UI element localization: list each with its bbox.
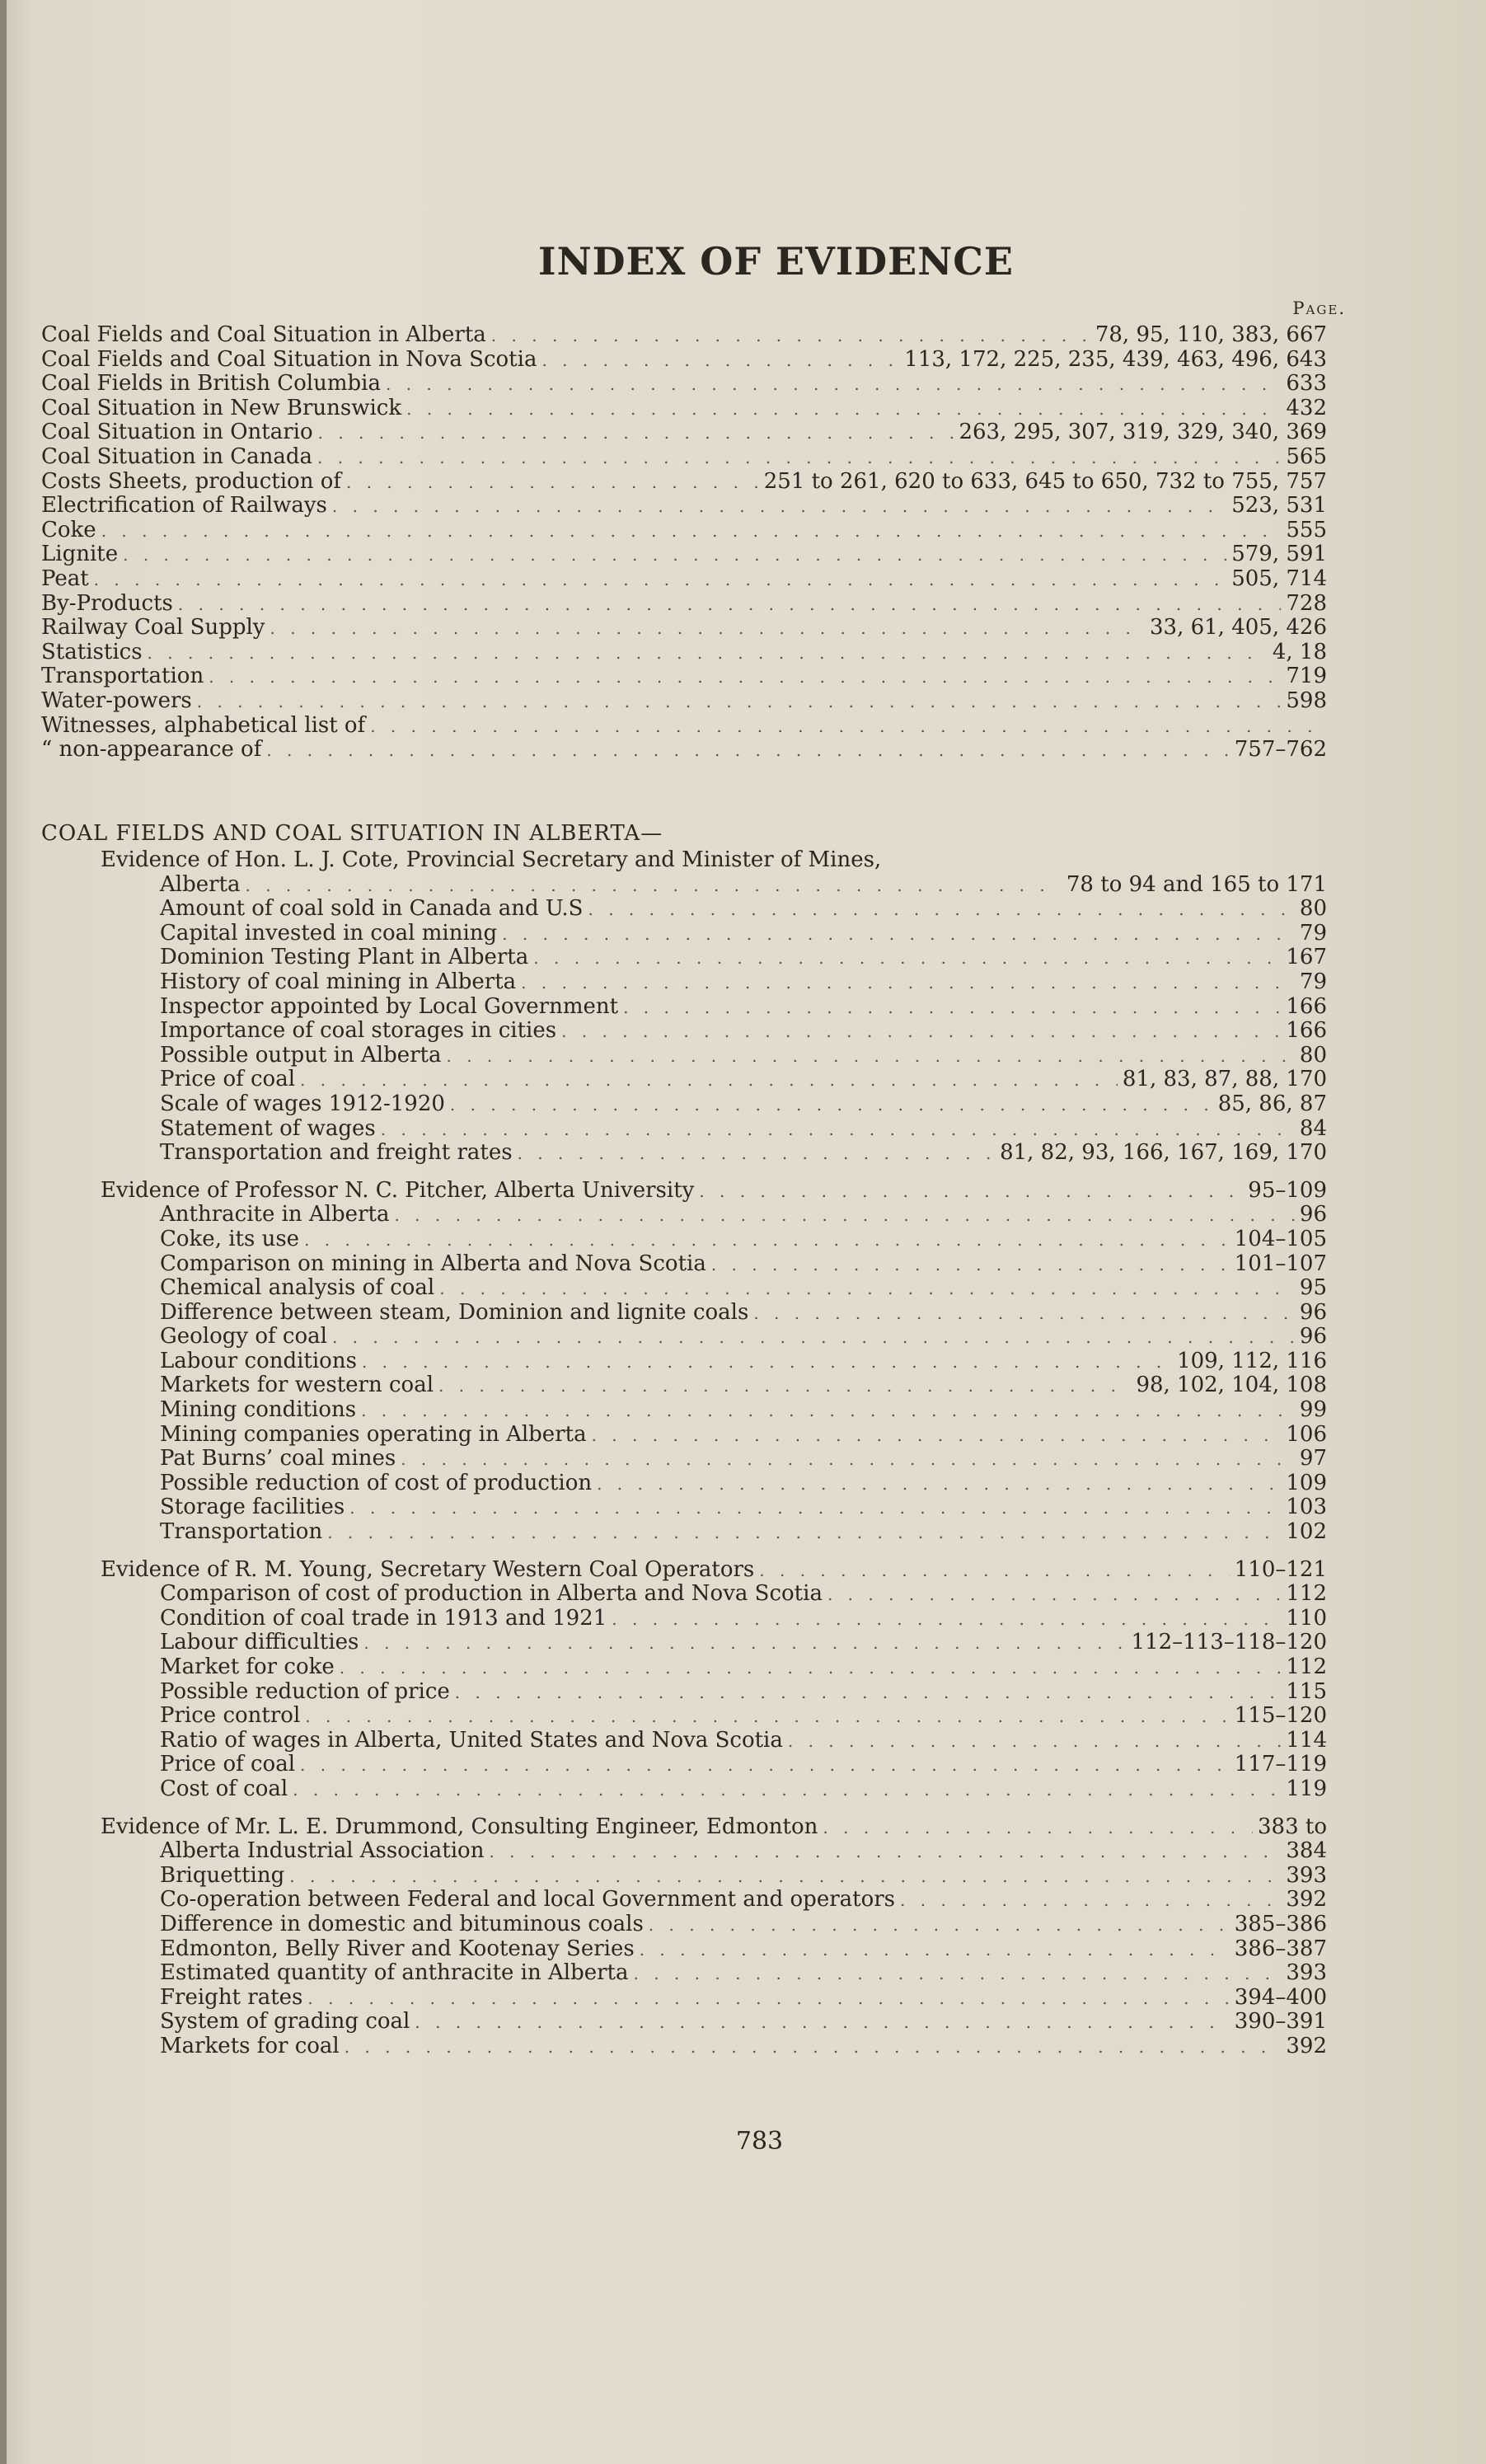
index-entry [41, 397, 1327, 421]
entry-label: Comparison of cost of production in Alberta and Nova Scotia [160, 1581, 823, 1607]
entry-label: Price of coal [160, 1067, 296, 1092]
leader-dots [415, 2011, 1229, 2035]
entry-pages: 80 [1299, 896, 1327, 922]
leader-dots [345, 2035, 1282, 2060]
page-title: INDEX OF EVIDENCE [538, 239, 1014, 284]
evidence-heading [41, 1815, 1327, 1840]
index-entry [41, 542, 1327, 567]
evidence-heading-text: Evidence of Professor N. C. Pitcher, Alberta University [101, 1177, 695, 1203]
index-entry [41, 641, 1327, 665]
entry-label: Ratio of wages in Alberta, United States and Nova Scotia [160, 1727, 783, 1753]
entry-label: Storage facilities [160, 1495, 345, 1520]
index-entry [41, 567, 1327, 592]
index-entry [41, 2035, 1327, 2059]
entry-label: Importance of coal storages in cities [160, 1018, 557, 1044]
entry-pages: 79 [1299, 969, 1327, 994]
page-column-heading: Page. [1292, 298, 1346, 318]
binding-gutter [0, 0, 7, 2464]
entry-label: Possible output in Alberta [160, 1042, 442, 1068]
leader-dots [521, 971, 1295, 996]
leader-dots [597, 1472, 1281, 1497]
index-entry [41, 1520, 1327, 1545]
entry-label: Amount of coal sold in Canada and U.S [160, 896, 584, 922]
leader-dots [289, 1865, 1281, 1889]
entry-label: Estimated quantity of anthracite in Alberta [160, 1960, 629, 1986]
index-entry [41, 372, 1327, 397]
entry-pages: 251 to 261, 620 to 633, 645 to 650, 732 to 755, 757 [763, 468, 1327, 494]
entry-label: Difference in domestic and bituminous coals [160, 1911, 644, 1936]
entry-label: Electrification of Railways [41, 493, 327, 519]
entry-pages: 166 [1286, 993, 1327, 1019]
index-entry [41, 1777, 1327, 1802]
leader-dots [827, 1583, 1281, 1607]
evidence-group [41, 1558, 1327, 1802]
index-entry [41, 445, 1327, 470]
leader-dots [401, 1448, 1295, 1472]
entry-pages: 98, 102, 104, 108 [1136, 1373, 1327, 1398]
entry-pages: 167 [1286, 945, 1327, 970]
entry-label: Dominion Testing Plant in Alberta [160, 945, 529, 970]
index-entry [41, 946, 1327, 970]
entry-pages: 95–109 [1248, 1177, 1327, 1203]
index-entry [41, 1276, 1327, 1301]
leader-dots [788, 1729, 1281, 1754]
leader-dots [327, 1521, 1281, 1546]
entry-pages: 392 [1286, 1887, 1327, 1913]
leader-dots [491, 324, 1090, 349]
entry-label: Pat Burns’ coal mines [160, 1446, 396, 1471]
leader-dots [533, 946, 1281, 971]
leader-dots [307, 1987, 1229, 2011]
entry-label: Lignite [41, 542, 119, 567]
evidence-list [41, 848, 1327, 2059]
index-entry [41, 1913, 1327, 1937]
index-entry [41, 970, 1327, 995]
page-number: 783 [735, 2127, 784, 2156]
evidence-group [41, 848, 1327, 1166]
entry-pages: 99 [1299, 1397, 1327, 1423]
entry-label: By-Products [41, 590, 173, 616]
leader-dots [317, 446, 1281, 471]
index-entry [41, 738, 1327, 763]
entry-pages: 719 [1286, 664, 1327, 689]
entry-label: Coal Fields and Coal Situation in Nova Scotia [41, 346, 537, 372]
entry-label: Capital invested in coal mining [160, 920, 498, 946]
entry-pages: 166 [1286, 1018, 1327, 1044]
index-entry [41, 616, 1327, 641]
entry-pages: 393 [1286, 1862, 1327, 1888]
leader-dots [361, 1399, 1295, 1424]
entry-pages: 115 [1286, 1678, 1327, 1704]
index-entry [41, 1117, 1327, 1142]
entry-label: History of coal mining in Alberta [160, 969, 517, 994]
entry-pages: 81, 82, 93, 166, 167, 169, 170 [1000, 1140, 1327, 1166]
leader-dots [438, 1374, 1131, 1399]
entry-label: Labour difficulties [160, 1630, 359, 1655]
index-entry [41, 519, 1327, 543]
leader-dots [148, 641, 1268, 666]
entry-pages: 78, 95, 110, 383, 667 [1095, 322, 1327, 347]
entry-pages: 598 [1286, 688, 1327, 713]
leader-dots [318, 421, 954, 446]
index-entry [41, 1252, 1327, 1277]
index-entry [41, 1423, 1327, 1448]
entry-label: Statistics [41, 639, 143, 664]
entry-pages: 104–105 [1234, 1226, 1327, 1251]
index-entry [41, 1729, 1327, 1753]
leader-dots [439, 1277, 1295, 1302]
evidence-group [41, 1815, 1327, 2059]
entry-label: Scale of wages 1912-1920 [160, 1091, 445, 1116]
index-entry [41, 1495, 1327, 1520]
index-entry [41, 1141, 1327, 1166]
entry-pages: 81, 83, 87, 88, 170 [1122, 1067, 1327, 1092]
entry-label: Alberta Industrial Association [160, 1838, 485, 1864]
index-entry [41, 1301, 1327, 1326]
entry-pages: 555 [1286, 517, 1327, 542]
entry-label: Transportation [160, 1519, 323, 1545]
entry-label: Difference between steam, Dominion and lignite coals [160, 1299, 749, 1325]
entry-pages: 106 [1286, 1421, 1327, 1447]
index-entry [41, 1839, 1327, 1864]
entry-pages: 394–400 [1234, 1984, 1327, 2010]
entry-pages: 96 [1299, 1299, 1327, 1325]
index-entry [41, 1753, 1327, 1777]
entry-label: Edmonton, Belly River and Kootenay Series [160, 1936, 635, 1961]
leader-dots [406, 397, 1281, 422]
leader-dots [381, 1118, 1295, 1143]
entry-label: Possible reduction of cost of production [160, 1470, 593, 1495]
entry-label: Coal Situation in Canada [41, 444, 312, 469]
leader-dots [349, 1496, 1281, 1521]
entry-pages: 110–121 [1234, 1556, 1327, 1582]
entry-label: Transportation [41, 664, 204, 689]
index-entry [41, 348, 1327, 373]
leader-dots [541, 349, 899, 373]
entry-label: Price of coal [160, 1752, 296, 1777]
entry-pages: 109, 112, 116 [1177, 1348, 1327, 1373]
entry-label: Chemical analysis of coal [160, 1275, 435, 1301]
leader-dots [332, 1326, 1295, 1350]
leader-dots [561, 1020, 1281, 1044]
leader-dots [300, 1068, 1118, 1093]
entry-label: Co-operation between Federal and local Government and operators [160, 1887, 896, 1913]
evidence-heading [41, 1179, 1327, 1204]
entry-label: Markets for coal [160, 2033, 340, 2058]
leader-dots [518, 1142, 995, 1166]
leader-dots [699, 1180, 1243, 1204]
leader-dots [332, 495, 1226, 519]
leader-dots [363, 1631, 1126, 1656]
index-entry [41, 420, 1327, 445]
leader-dots [592, 1424, 1282, 1448]
entry-label: Geology of coal [160, 1324, 327, 1349]
leader-dots [101, 519, 1282, 544]
index-entry [41, 1986, 1327, 2011]
leader-dots [711, 1253, 1230, 1278]
entry-label: Coal Situation in Ontario [41, 420, 313, 445]
entry-pages: 79 [1299, 920, 1327, 946]
index-entry [41, 897, 1327, 922]
leader-dots [612, 1607, 1281, 1632]
leader-dots [209, 665, 1281, 690]
entry-pages: 115–120 [1234, 1703, 1327, 1729]
entry-label: Witnesses, alphabetical list of [41, 712, 366, 738]
index-entry [41, 1227, 1327, 1252]
entry-label: Price control [160, 1703, 301, 1729]
entry-pages: 384 [1286, 1838, 1327, 1864]
summary-index [41, 323, 1327, 763]
evidence-heading-continuation [41, 873, 1327, 898]
entry-pages: 112 [1286, 1654, 1327, 1679]
index-entry [41, 1864, 1327, 1889]
index-entry [41, 1961, 1327, 1986]
entry-label: Market for coke [160, 1654, 335, 1679]
entry-label: Briquetting [160, 1862, 285, 1888]
entry-pages: 103 [1286, 1495, 1327, 1520]
leader-dots [362, 1350, 1172, 1375]
leader-dots [502, 922, 1295, 947]
entry-label: Possible reduction of price [160, 1678, 450, 1704]
evidence-heading-text: Evidence of R. M. Young, Secretary Western Coal Operators [101, 1556, 755, 1582]
index-entry [41, 1325, 1327, 1349]
index-entry [41, 1582, 1327, 1607]
entry-label: Labour conditions [160, 1348, 357, 1373]
index-entry [41, 1373, 1327, 1398]
index-entry [41, 714, 1327, 739]
entry-pages: 728 [1286, 590, 1327, 616]
index-entry [41, 689, 1327, 714]
index-entry [41, 995, 1327, 1020]
entry-pages: 633 [1286, 371, 1327, 397]
entry-label: Alberta [160, 871, 241, 897]
entry-label: Peat [41, 566, 89, 591]
entry-label: Transportation and freight rates [160, 1140, 513, 1166]
index-entry [41, 1092, 1327, 1117]
entry-pages: 579, 591 [1231, 542, 1327, 567]
leader-dots [293, 1778, 1281, 1803]
index-entry [41, 1607, 1327, 1631]
entry-pages: 84 [1299, 1115, 1327, 1141]
index-entry [41, 1068, 1327, 1092]
entry-pages: 757–762 [1234, 737, 1327, 763]
leader-dots [94, 568, 1227, 593]
index-entry [41, 1471, 1327, 1496]
index-entry [41, 494, 1327, 519]
leader-dots [370, 715, 1322, 739]
leader-dots [246, 874, 1062, 899]
entry-pages: 390–391 [1234, 2009, 1327, 2035]
entry-label: System of grading coal [160, 2009, 410, 2035]
entry-label: Anthracite in Alberta [160, 1202, 390, 1227]
entry-label: Markets for western coal [160, 1373, 434, 1398]
index-entry [41, 592, 1327, 617]
index-entry [41, 1398, 1327, 1423]
leader-dots [900, 1889, 1281, 1913]
entry-pages: 505, 714 [1231, 566, 1327, 591]
leader-dots [197, 690, 1282, 715]
entry-label: Freight rates [160, 1984, 303, 2010]
entry-pages: 112–113–118–120 [1131, 1630, 1327, 1655]
entry-pages: 113, 172, 225, 235, 439, 463, 496, 643 [904, 346, 1327, 372]
leader-dots [588, 898, 1294, 922]
entry-label: Statement of wages [160, 1115, 376, 1141]
entry-label: Coal Fields in British Columbia [41, 371, 381, 397]
entry-label: Condition of coal trade in 1913 and 1921 [160, 1605, 607, 1631]
index-entry [41, 1044, 1327, 1068]
entry-label: Coal Fields and Coal Situation in Alberta [41, 322, 486, 347]
leader-dots [305, 1705, 1229, 1729]
leader-dots [446, 1044, 1294, 1069]
entry-pages: 78 to 94 and 165 to 171 [1066, 871, 1327, 897]
leader-dots [753, 1302, 1295, 1326]
leader-dots [340, 1656, 1282, 1681]
entry-pages: 383 to [1258, 1814, 1327, 1839]
entry-pages: 96 [1299, 1202, 1327, 1227]
index-entry [41, 2010, 1327, 2035]
leader-dots [266, 739, 1229, 763]
entry-pages: 109 [1286, 1470, 1327, 1495]
entry-pages: 33, 61, 405, 426 [1149, 615, 1327, 641]
leader-dots [823, 1816, 1253, 1841]
entry-pages: 393 [1286, 1960, 1327, 1986]
entry-pages: 565 [1286, 444, 1327, 469]
entry-label: Comparison on mining in Alberta and Nova Scotia [160, 1251, 706, 1276]
leader-dots [304, 1228, 1230, 1253]
entry-pages: 110 [1286, 1605, 1327, 1631]
leader-dots [634, 1962, 1282, 1987]
leader-dots [394, 1204, 1294, 1228]
entry-pages: 385–386 [1234, 1911, 1327, 1936]
index-entry [41, 922, 1327, 946]
leader-dots [649, 1913, 1230, 1938]
leader-dots [123, 543, 1226, 568]
entry-label: Costs Sheets, production of [41, 468, 341, 494]
entry-pages: 386–387 [1234, 1936, 1327, 1961]
evidence-heading [41, 848, 1327, 873]
index-entry [41, 1631, 1327, 1655]
entry-pages: 85, 86, 87 [1217, 1091, 1327, 1116]
entry-pages: 263, 295, 307, 319, 329, 340, 369 [959, 420, 1327, 445]
section-heading: COAL FIELDS AND COAL SITUATION IN ALBERTA— [41, 821, 663, 846]
index-entry [41, 1704, 1327, 1729]
entry-pages: 112 [1286, 1581, 1327, 1607]
entry-label: Railway Coal Supply [41, 615, 265, 641]
entry-label: “ non-appearance of [41, 737, 262, 763]
leader-dots [178, 593, 1281, 617]
evidence-heading [41, 1558, 1327, 1583]
leader-dots [623, 996, 1281, 1021]
index-entry [41, 664, 1327, 689]
entry-pages: 432 [1286, 395, 1327, 420]
index-entry [41, 1349, 1327, 1374]
entry-pages: 96 [1299, 1324, 1327, 1349]
leader-dots [759, 1559, 1229, 1584]
leader-dots [300, 1753, 1230, 1778]
index-entry [41, 1203, 1327, 1227]
entry-label: Coke, its use [160, 1226, 300, 1251]
entry-pages: 97 [1299, 1446, 1327, 1471]
entry-label: Mining conditions [160, 1397, 357, 1423]
leader-dots [450, 1093, 1213, 1118]
alberta-section [41, 820, 1327, 2059]
leader-dots [455, 1681, 1282, 1706]
entry-pages: 4, 18 [1272, 639, 1327, 664]
evidence-heading-text: Evidence of Mr. L. E. Drummond, Consulting Engineer, Edmonton [101, 1814, 818, 1839]
entry-pages: 101–107 [1234, 1251, 1327, 1276]
index-entry [41, 1937, 1327, 1962]
leader-dots [640, 1938, 1230, 1963]
index-entry [41, 470, 1327, 495]
index-entry [41, 1888, 1327, 1913]
entry-pages: 114 [1286, 1727, 1327, 1753]
index-entry [41, 1655, 1327, 1680]
entry-label: Cost of coal [160, 1776, 288, 1801]
index-entry [41, 1447, 1327, 1471]
evidence-group [41, 1179, 1327, 1545]
entry-label: Inspector appointed by Local Government [160, 993, 619, 1019]
entry-label: Coal Situation in New Brunswick [41, 395, 402, 420]
leader-dots [386, 373, 1281, 397]
index-entry [41, 323, 1327, 348]
entry-pages: 392 [1286, 2033, 1327, 2058]
index-entry [41, 1019, 1327, 1044]
entry-label: Water-powers [41, 688, 192, 713]
entry-pages: 117–119 [1234, 1752, 1327, 1777]
leader-dots [489, 1840, 1281, 1865]
index-entry [41, 1680, 1327, 1705]
entry-pages: 102 [1286, 1519, 1327, 1545]
entry-label: Coke [41, 517, 96, 542]
entry-pages: 80 [1299, 1042, 1327, 1068]
entry-pages: 523, 531 [1231, 493, 1327, 519]
entry-label: Mining companies operating in Alberta [160, 1421, 587, 1447]
evidence-heading-text: Evidence of Hon. L. J. Cote, Provincial Secretary and Minister of Mines, [101, 847, 882, 872]
entry-pages: 119 [1286, 1776, 1327, 1801]
leader-dots [346, 471, 759, 495]
entry-pages: 95 [1299, 1275, 1327, 1301]
leader-dots [270, 617, 1145, 641]
